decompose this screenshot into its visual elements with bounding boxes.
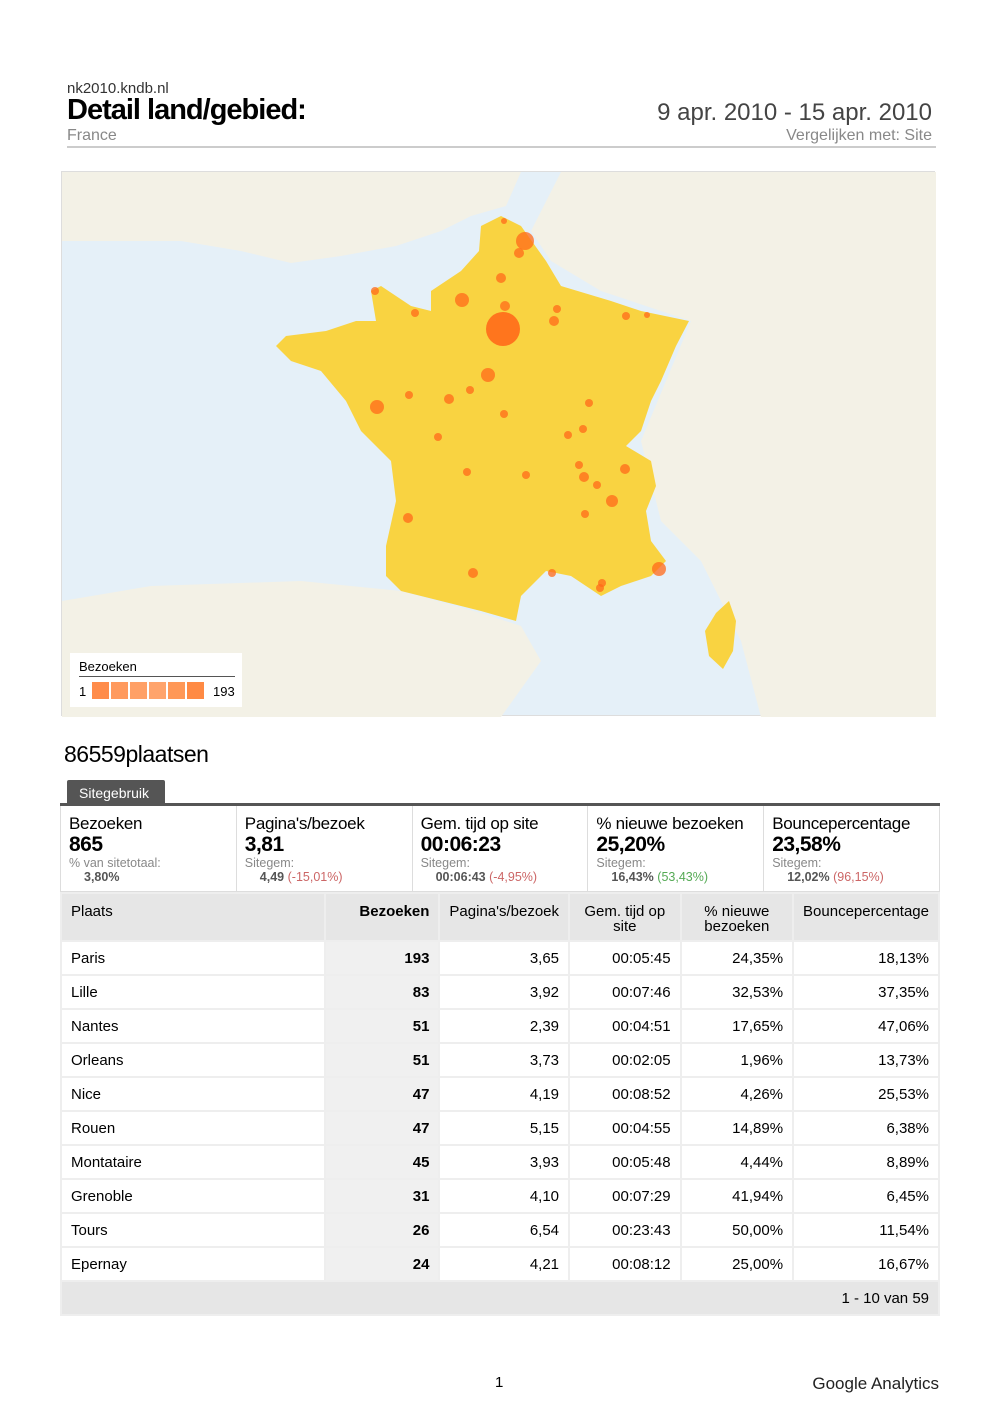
cell: 00:23:43 — [569, 1213, 681, 1247]
map-legend — [70, 653, 242, 707]
table-row — [61, 975, 939, 1009]
city-dot — [501, 218, 507, 224]
legend-min: 1 — [79, 684, 87, 699]
city-dot — [463, 468, 471, 476]
city-dot — [486, 312, 520, 346]
cell: 11,54% — [793, 1213, 939, 1247]
cell: 50,00% — [681, 1213, 793, 1247]
cell: 4,26% — [681, 1077, 793, 1111]
col-header-tijd[interactable]: Gem. tijd op site — [569, 893, 681, 941]
legend-swatch — [130, 682, 147, 699]
cell: 31 — [325, 1179, 439, 1213]
cell: 4,19 — [439, 1077, 569, 1111]
map[interactable] — [61, 171, 935, 716]
header-divider — [67, 146, 936, 148]
scorecard: Bezoeken 865 % van sitetotaal: 3,80% — [61, 806, 237, 891]
cell: 193 — [325, 941, 439, 975]
cell: 24 — [325, 1247, 439, 1281]
city-dot — [581, 510, 589, 518]
place-link[interactable]: Grenoble — [61, 1179, 325, 1213]
cell: 6,54 — [439, 1213, 569, 1247]
city-dot — [575, 461, 583, 469]
place-link[interactable]: Epernay — [61, 1247, 325, 1281]
legend-swatch — [187, 682, 204, 699]
place-link[interactable]: Orleans — [61, 1043, 325, 1077]
cell: 8,89% — [793, 1145, 939, 1179]
city-dot — [466, 386, 474, 394]
table-row — [61, 1043, 939, 1077]
city-dot — [411, 309, 419, 317]
legend-swatch — [111, 682, 128, 699]
city-dot — [444, 394, 454, 404]
table-row — [61, 1213, 939, 1247]
cell: 16,67% — [793, 1247, 939, 1281]
city-dot — [500, 301, 510, 311]
city-dot — [496, 273, 506, 283]
cell: 00:08:52 — [569, 1077, 681, 1111]
scorecard: Gem. tijd op site 00:06:23 Sitegem: 00:06:43 (-4,95%) — [413, 806, 589, 891]
map-svg — [62, 172, 936, 717]
city-dot — [403, 513, 413, 523]
col-header-paginas[interactable]: Pagina's/bezoek — [439, 893, 569, 941]
city-dot — [564, 431, 572, 439]
place-link[interactable]: Paris — [61, 941, 325, 975]
place-link[interactable]: Rouen — [61, 1111, 325, 1145]
table-row — [61, 941, 939, 975]
date-range: 9 apr. 2010 - 15 apr. 2010 — [657, 99, 932, 126]
cell: 37,35% — [793, 975, 939, 1009]
city-dot — [579, 425, 587, 433]
table-row — [61, 1247, 939, 1281]
cell: 00:04:55 — [569, 1111, 681, 1145]
place-link[interactable]: Nantes — [61, 1009, 325, 1043]
city-dot — [585, 399, 593, 407]
city-dot — [516, 232, 534, 250]
city-dot — [468, 568, 478, 578]
cell: 6,45% — [793, 1179, 939, 1213]
cell: 25,53% — [793, 1077, 939, 1111]
scorecard: % nieuwe bezoeken 25,20% Sitegem: 16,43% (53,43%) — [588, 806, 764, 891]
col-header-bezoeken[interactable]: Bezoeken — [325, 893, 439, 941]
cell: 51 — [325, 1043, 439, 1077]
compare-label: Vergelijken met: Site — [786, 127, 932, 144]
cell: 45 — [325, 1145, 439, 1179]
cell: 51 — [325, 1009, 439, 1043]
cell: 00:07:46 — [569, 975, 681, 1009]
table-row — [61, 1179, 939, 1213]
cell: 3,73 — [439, 1043, 569, 1077]
city-dot — [652, 562, 666, 576]
cell: 00:05:48 — [569, 1145, 681, 1179]
city-dot — [522, 471, 530, 479]
cell: 41,94% — [681, 1179, 793, 1213]
city-dot — [434, 433, 442, 441]
scorecard: Bouncepercentage 23,58% Sitegem: 12,02% (96,15%) — [772, 814, 911, 884]
legend-swatch — [168, 682, 185, 699]
tab-sitegebruik[interactable]: Sitegebruik — [67, 780, 165, 805]
city-dot — [553, 305, 561, 313]
cell: 00:07:29 — [569, 1179, 681, 1213]
col-header-bounce[interactable]: Bouncepercentage — [793, 893, 939, 941]
cell: 24,35% — [681, 941, 793, 975]
city-dot — [593, 481, 601, 489]
cell: 14,89% — [681, 1111, 793, 1145]
legend-max: 193 — [213, 684, 235, 699]
brand-label: Google Analytics — [812, 1374, 939, 1393]
city-dot — [455, 293, 469, 307]
cell: 3,93 — [439, 1145, 569, 1179]
cell: 18,13% — [793, 941, 939, 975]
cell: 2,39 — [439, 1009, 569, 1043]
cell: 17,65% — [681, 1009, 793, 1043]
city-dot — [514, 248, 524, 258]
table-row — [61, 1009, 939, 1043]
place-link[interactable]: Lille — [61, 975, 325, 1009]
corsica-shape — [705, 601, 736, 669]
place-link[interactable]: Tours — [61, 1213, 325, 1247]
legend-swatch — [149, 682, 166, 699]
city-dot — [371, 287, 379, 295]
place-link[interactable]: Nice — [61, 1077, 325, 1111]
city-dot — [500, 410, 508, 418]
table-row — [61, 1111, 939, 1145]
city-dot — [481, 368, 495, 382]
country-label: France — [67, 127, 117, 144]
cell: 3,65 — [439, 941, 569, 975]
cell: 26 — [325, 1213, 439, 1247]
land-uk — [62, 172, 521, 263]
col-header-nieuw[interactable]: % nieuwe bezoeken — [681, 893, 793, 941]
cell: 5,15 — [439, 1111, 569, 1145]
city-dot — [579, 472, 589, 482]
scorecard: Pagina's/bezoek 3,81 Sitegem: 4,49 (-15,01%) — [237, 806, 413, 891]
cell: 6,38% — [793, 1111, 939, 1145]
cell: 00:02:05 — [569, 1043, 681, 1077]
summary-scorecards — [60, 806, 940, 892]
cell: 47,06% — [793, 1009, 939, 1043]
col-header-plaats[interactable]: Plaats — [61, 893, 325, 941]
table-row — [61, 1145, 939, 1179]
cell: 47 — [325, 1077, 439, 1111]
city-dot — [548, 569, 556, 577]
city-dot — [606, 495, 618, 507]
cell: 47 — [325, 1111, 439, 1145]
cell: 4,44% — [681, 1145, 793, 1179]
cell: 1,96% — [681, 1043, 793, 1077]
page-title: Detail land/gebied: — [67, 94, 306, 126]
cell: 3,92 — [439, 975, 569, 1009]
site-name: nk2010.kndb.nl — [67, 80, 169, 97]
places-heading: 86559plaatsen — [64, 741, 209, 767]
city-dot — [549, 316, 559, 326]
pagination: 1 - 10 van 59 — [61, 1281, 939, 1315]
cell: 25,00% — [681, 1247, 793, 1281]
cell: 32,53% — [681, 975, 793, 1009]
cell: 4,21 — [439, 1247, 569, 1281]
city-dot — [620, 464, 630, 474]
cell: 00:05:45 — [569, 941, 681, 975]
city-dot — [370, 400, 384, 414]
city-dot — [622, 312, 630, 320]
cell: 83 — [325, 975, 439, 1009]
city-dot — [644, 312, 650, 318]
legend-swatch — [92, 682, 109, 699]
cell: 00:04:51 — [569, 1009, 681, 1043]
cell: 00:08:12 — [569, 1247, 681, 1281]
place-link[interactable]: Montataire — [61, 1145, 325, 1179]
places-table — [60, 892, 940, 1316]
cell: 4,10 — [439, 1179, 569, 1213]
legend-title: Bezoeken — [79, 659, 137, 674]
page-number: 1 — [495, 1374, 504, 1391]
cell: 13,73% — [793, 1043, 939, 1077]
city-dot — [596, 584, 604, 592]
city-dot — [405, 391, 413, 399]
table-row — [61, 1077, 939, 1111]
